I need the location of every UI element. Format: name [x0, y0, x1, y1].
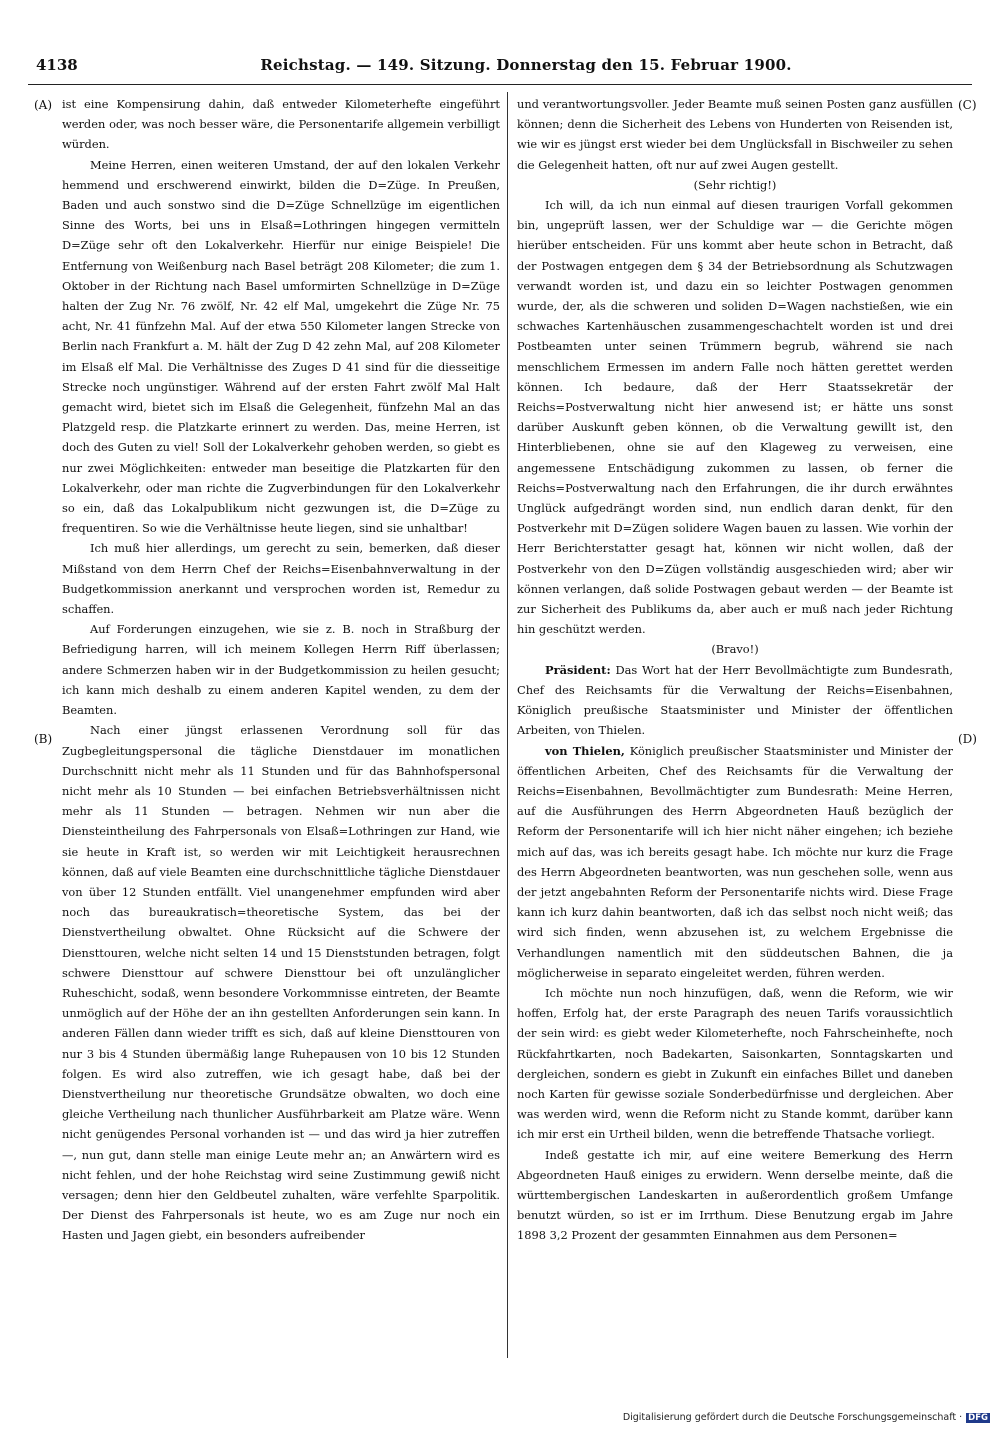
- speech-text: Das Wort hat der Herr Bevollmächtigte zum Bundesrath, Chef des Reichsamts für die Verwaltung der Reichs=Eisenbahnen, Königlich preußische Staatsminister und Minister der öffentlichen Arbeiten, von Thielen.: [517, 662, 953, 738]
- header-rule: [28, 84, 972, 85]
- footer-credit: [560, 1412, 990, 1423]
- paragraph: Auf Forderungen einzugehen, wie sie z. B. noch in Straßburg der Befriedigung harren, will ich meinem Kollegen Herrn Riff überlassen; andere Schmerzen haben wir in der Budgetkommission zu heilen gesucht; ich kann mich deshalb zu einem anderen Kapitel wenden, zu dem der Beamten.: [62, 622, 500, 718]
- margin-mark-b: (B): [34, 732, 53, 746]
- page-number: 4138: [36, 56, 78, 74]
- speaker-name: von Thielen,: [545, 743, 625, 758]
- paragraph: Meine Herren, einen weiteren Umstand, der auf den lokalen Verkehr hemmend und erschwerend einwirkt, bilden die D=Züge. In Preußen, Baden und auch sonstwo sind die D=Züge Schnellzüge im eigentlichen Sinne des Worts, bei uns in Elsaß=Lothringen hingegen vermitteln D=Züge sehr oft den Lokalverkehr. Hierfür nur einige Beispiele! Die Entfernung von Weißenburg nach Basel beträgt 208 Kilometer; die zum 1. Oktober in der Richtung nach Basel umformirten Schnellzüge in D=Züge halten der Zug Nr. 76 zwölf, Nr. 42 elf Mal, umgekehrt die Züge Nr. 75 acht, Nr. 41 fünfzehn Mal. Auf der etwa 550 Kilometer langen Strecke von Berlin nach Frankfurt a. M. hält der Zug D 42 zehn Mal, auf 208 Kilometer im Elsaß elf Mal. Die Verhältnisse des Zuges D 41 sind für die diesseitige Strecke noch ungünstiger. Während auf der ersten Fahrt zwölf Mal Halt gemacht wird, bietet sich im Elsaß die Gelegenheit, fünfzehn Mal an das Platzgeld resp. die Platzkarte erinnert zu werden. Das, meine Herren, ist doch des Guten zu viel! Soll der Lokalverkehr gehoben werden, so giebt es nur zwei Möglichkeiten: entweder man beseitige die Platzkarten für den Lokalverkehr, oder man richte die Zugverbindungen für den Lokalverkehr so ein, daß das Lokalpublikum nicht gezwungen ist, die D=Züge zu frequentiren. So wie die Verhältnisse heute liegen, sind sie unhaltbar!: [62, 157, 500, 536]
- page-header: [28, 56, 972, 80]
- paragraph: Ich muß hier allerdings, um gerecht zu sein, bemerken, daß dieser Mißstand von dem Herrn Chef der Reichs=Eisenbahnverwaltung in der Budgetkommission anerkannt und versprochen worden ist, Remedur zu schaffen.: [62, 541, 500, 617]
- footer-text: Digitalisierung gefördert durch die Deutsche Forschungsgemeinschaft ·: [622, 1412, 963, 1423]
- paragraph: Indeß gestatte ich mir, auf eine weitere Bemerkung des Herrn Abgeordneten Hauß einiges zu erwidern. Wenn derselbe meinte, daß die württembergischen Landeskarten in außerordentlich großem Umfange benutzt würden, so ist er im Irrthum. Diese Benutzung ergab im Jahre 1898 3,2 Prozent der gesammten Einnahmen aus dem Personen=: [517, 1147, 953, 1243]
- speech-paragraph: [517, 741, 953, 983]
- paragraph: ist eine Kompensirung dahin, daß entweder Kilometerhefte eingeführt werden oder, was noch besser wäre, die Personentarife allgemein verbilligt würden.: [62, 97, 500, 152]
- margin-mark-d: (D): [958, 732, 977, 746]
- dfg-logo: DFG: [968, 1413, 988, 1423]
- column-divider: [507, 92, 508, 1358]
- paragraph: Nach einer jüngst erlassenen Verordnung soll für das Zugbegleitungspersonal die tägliche Dienstdauer im monatlichen Durchschnitt nicht mehr als 11 Stunden und für das Bahnhofspersonal nicht mehr als 10 Stunden — bei einfachen Betriebsverhältnissen nicht mehr als 11 Stunden — betragen. Nehmen wir nun aber die Diensteintheilung des Fahrpersonals von Elsaß=Lothringen zur Hand, wie sie heute in Kraft ist, so werden wir mit Leichtigkeit herausrechnen können, daß auf viele Beamten eine durchschnittliche tägliche Dienstdauer von über 12 Stunden entfällt. Viel unangenehmer empfunden wird aber noch das bureaukratisch=theoretische System, das bei der Dienstvertheilung obwaltet. Ohne Rücksicht auf die Schwere der Diensttouren, welche nicht selten 14 und 15 Dienststunden betragen, folgt schwere Diensttour auf schwere Diensttour bei oft unzulänglicher Ruheschicht, sodaß, wenn besondere Vorkommnisse eintreten, der Beamte unmöglich auf der Höhe der an ihn gestellten Anforderungen sein kann. In anderen Fällen dann wieder trifft es sich, daß auf kleine Diensttouren von nur 3 bis 4 Stunden übermäßig lange Ruhepausen von 10 bis 12 Stunden folgen. Es wird also zutreffen, wie ich gesagt habe, daß bei der Dienstvertheilung nur theoretische Grundsätze obwalten, wo doch eine gleiche Vertheilung nach thunlicher Ausführbarkeit am Platze wäre. Wenn nicht genügendes Personal vorhanden ist — und das wird ja hier zutreffen —, nun gut, dann stelle man einige Leute mehr an; an Anwärtern wird es nicht fehlen, und der hohe Reichstag wird seine Zustimmung gewiß nicht versagen; denn hier den Geldbeutel zuhalten, wäre verfehlte Sparpolitik. Der Dienst des Fahrpersonals ist heute, wo es am Zuge nur noch ein Hasten und Jagen giebt, ein besonders aufreibender: [62, 723, 500, 1243]
- speaker-name: Präsident:: [545, 662, 611, 677]
- paragraph: Ich möchte nun noch hinzufügen, daß, wenn die Reform, wie wir hoffen, Erfolg hat, der erste Paragraph des neuen Tarifs voraussichtlich der sein wird: es giebt weder Kilometerhefte, noch Fahrscheinhefte, noch Rückfahrtkarten, noch Badekarten, Saisonkarten, Sonntagskarten und dergleichen, sondern es giebt in Zukunft ein einfaches Billet und daneben noch Karten für gewisse soziale Sonderbedürfnisse und dergleichen. Aber was werden wird, wenn die Reform nicht zu Stande kommt, darüber kann ich mir erst ein Urtheil bilden, wenn die betreffende Thatsache vorliegt.: [517, 985, 953, 1142]
- left-column: [62, 94, 500, 1246]
- speech-paragraph: [517, 660, 953, 741]
- speech-text: Königlich preußischer Staatsminister und Minister der öffentlichen Arbeiten, Chef des Reichsamts für die Verwaltung der Reichs=Eisenbahnen, Bevollmächtigter zum Bundesrath: Meine Herren, auf die Ausführungen des Herrn Abgeordneten Hauß bezüglich der Reform der Personentarife will ich hier nicht näher eingehen; ich beziehe mich auf das, was ich bereits gesagt habe. Ich möchte nur kurz die Frage des Herrn Abgeordneten beantworten, was nun geschehen solle, wenn aus der jetzt angebahnten Reform der Personentarife nichts wird. Diese Frage kann ich kurz dahin beantworten, daß ich das selbst noch nicht weiß; das wird sich finden, wenn abzusehen ist, zu welchem Ergebnisse die Verhandlungen namentlich mit den süddeutschen Bahnen, die ja möglicherweise in separato eingeleitet werden, führen werden.: [517, 743, 953, 980]
- margin-mark-c: (C): [958, 98, 977, 112]
- interjection: (Bravo!): [711, 642, 759, 657]
- page-title: Reichstag. — 149. Sitzung. Donnerstag den 15. Februar 1900.: [260, 56, 792, 74]
- margin-mark-a: (A): [34, 98, 53, 112]
- interjection: (Sehr richtig!): [693, 177, 777, 192]
- paragraph: Ich will, da ich nun einmal auf diesen traurigen Vorfall gekommen bin, ungeprüft lassen, wer der Schuldige war — die Gerichte mögen hierüber entscheiden. Für uns kommt aber heute schon in Betracht, daß der Postwagen entgegen dem § 34 der Betriebsordnung als Schutzwagen verwandt worden ist, und dazu ein so leichter Postwagen genommen wurde, der, als die schweren und soliden D=Wagen nachstießen, wie ein schwaches Kartenhäuschen zusammengeschachtelt worden ist und drei Postbeamten unter seinen Trümmern begrub, während sie nach menschlichem Ermessen im andern Falle noch hätten gerettet werden können. Ich bedaure, daß der Herr Staatssekretär der Reichs=Postverwaltung nicht hier anwesend ist; er hätte uns sonst darüber Auskunft geben können, ob die Verwaltung gewillt ist, den Hinterbliebenen, ohne sie auf den Klageweg zu verweisen, eine angemessene Entschädigung zukommen zu lassen, ob ferner die Reichs=Postverwaltung nach den Erfahrungen, die ihr durch erwähntes Unglück aufgedrängt worden sind, nun endlich daran denkt, für den Postverkehr mit D=Zügen solidere Wagen bauen zu lassen. Wie vorhin der Herr Berichterstatter gesagt hat, können wir nicht wollen, daß der Postverkehr von den D=Zügen vollständig ausgeschieden wird; aber wir können verlangen, daß solide Postwagen gebaut werden — der Beamte ist zur Sicherheit des Publikums da, aber auch er muß nach jeder Richtung hin geschützt werden.: [517, 198, 953, 637]
- right-column: [517, 94, 953, 1246]
- paragraph: und verantwortungsvoller. Jeder Beamte muß seinen Posten ganz ausfüllen können; denn die Sicherheit des Lebens von Hunderten von Reisenden ist, wie wir es jüngst erst wieder bei dem Unglücksfall in Bischweiler zu sehen die Gelegenheit hatten, oft nur auf zwei Augen gestellt.: [517, 97, 953, 172]
